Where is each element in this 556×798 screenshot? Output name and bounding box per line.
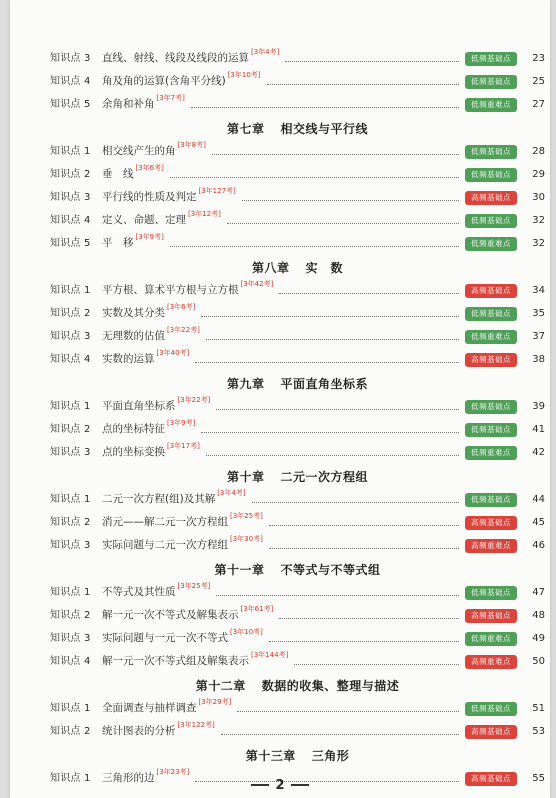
chapter-number: 第八章: [251, 260, 290, 275]
entry-page-number: 37: [532, 330, 545, 342]
toc-entry[interactable]: [50, 140, 545, 163]
frequency-badge: 低频基础点: [465, 307, 517, 321]
knowledge-point-label: 知识点 3: [50, 191, 91, 203]
frequency-badge: 低频重难点: [465, 330, 517, 344]
toc-entry[interactable]: [50, 302, 545, 325]
dot-leader: [170, 176, 459, 178]
chapter-number: 第十章: [226, 469, 265, 484]
chapter-title: 数据的收集、整理与描述: [261, 678, 400, 693]
exam-frequency-tag: [3年22考]: [177, 396, 211, 404]
knowledge-point-label: 知识点 4: [50, 214, 91, 226]
chapter-heading: [50, 743, 545, 767]
footer-dash-left: [251, 784, 269, 786]
exam-frequency-tag: [3年127考]: [198, 187, 236, 195]
entry-page-number: 38: [532, 353, 545, 365]
chapter-number: 第七章: [226, 121, 265, 136]
chapter-number: 第九章: [226, 376, 265, 391]
knowledge-point-label: 知识点 4: [50, 353, 91, 365]
chapter-heading: [50, 673, 545, 697]
topic-title: 二元一次方程(组)及其解: [102, 493, 216, 506]
exam-frequency-tag: [3年144考]: [251, 651, 289, 659]
entry-page-number: 50: [532, 655, 545, 667]
knowledge-point-label: 知识点 3: [50, 446, 91, 458]
knowledge-point-label: 知识点 1: [50, 586, 91, 598]
toc-entry[interactable]: [50, 441, 545, 464]
exam-frequency-tag: [3年6考]: [135, 164, 164, 172]
frequency-badge: 低频基础点: [465, 423, 517, 437]
exam-frequency-tag: [3年17考]: [167, 442, 200, 450]
knowledge-point-label: 知识点 1: [50, 145, 91, 157]
exam-frequency-tag: [3年30考]: [230, 535, 263, 543]
frequency-badge: 低频基础点: [465, 75, 517, 89]
entry-page-number: 30: [532, 191, 545, 203]
entry-page-number: 48: [532, 609, 545, 621]
toc-entry[interactable]: [50, 70, 545, 93]
exam-frequency-tag: [3年4考]: [217, 489, 246, 497]
entry-page-number: 25: [532, 75, 545, 87]
topic-title: 定义、命题、定理: [102, 214, 186, 227]
dot-leader: [227, 222, 459, 224]
toc-entry[interactable]: [50, 511, 545, 534]
knowledge-point-label: 知识点 1: [50, 493, 91, 505]
chapter-number: 第十三章: [245, 748, 296, 763]
dot-leader: [269, 547, 459, 549]
topic-title: 实数的运算: [102, 353, 155, 366]
footer-dash-right: [291, 784, 309, 786]
frequency-badge: 高频基础点: [465, 284, 517, 298]
topic-title: 实际问题与一元一次不等式: [102, 632, 228, 645]
topic-title: 实际问题与二元一次方程组: [102, 539, 228, 552]
exam-frequency-tag: [3年4考]: [251, 48, 280, 56]
entry-page-number: 46: [532, 539, 545, 551]
chapter-title: 二元一次方程组: [280, 469, 369, 484]
chapter-title: 实 数: [305, 260, 344, 275]
toc-entry[interactable]: [50, 47, 545, 70]
frequency-badge: 低频基础点: [465, 145, 517, 159]
entry-page-number: 29: [532, 168, 545, 180]
topic-title: 直线、射线、线段及线段的运算: [102, 52, 249, 65]
toc-entry[interactable]: [50, 395, 545, 418]
knowledge-point-label: 知识点 1: [50, 772, 91, 784]
entry-page-number: 28: [532, 145, 545, 157]
knowledge-point-label: 知识点 2: [50, 168, 91, 180]
knowledge-point-label: 知识点 4: [50, 655, 91, 667]
toc-entry[interactable]: [50, 581, 545, 604]
exam-frequency-tag: [3年40考]: [156, 349, 190, 357]
toc-entry[interactable]: [50, 650, 545, 673]
dot-leader: [252, 501, 459, 503]
topic-title: 角及角的运算(含角平分线): [102, 75, 226, 88]
frequency-badge: 高频重难点: [465, 655, 517, 669]
knowledge-point-label: 知识点 1: [50, 400, 91, 412]
toc-entry[interactable]: [50, 697, 545, 720]
exam-frequency-tag: [3年122考]: [177, 721, 215, 729]
topic-title: 点的坐标特征: [102, 423, 165, 436]
toc-entry[interactable]: [50, 348, 545, 371]
toc-entry[interactable]: [50, 488, 545, 511]
frequency-badge: 高频基础点: [465, 516, 517, 530]
exam-frequency-tag: [3年25考]: [230, 512, 263, 520]
frequency-badge: 高频基础点: [465, 353, 517, 367]
chapter-title: 三角形: [311, 748, 350, 763]
frequency-badge: 低频重难点: [465, 632, 517, 646]
knowledge-point-label: 知识点 3: [50, 632, 91, 644]
topic-title: 解一元一次不等式组及解集表示: [102, 655, 249, 668]
topic-title: 平方根、算术平方根与立方根: [102, 284, 239, 297]
entry-page-number: 39: [532, 400, 545, 412]
topic-title: 三角形的边: [102, 772, 155, 785]
chapter-heading: [50, 557, 545, 581]
dot-leader: [269, 640, 459, 642]
chapter-heading: [50, 255, 545, 279]
table-of-contents: [50, 47, 545, 790]
frequency-badge: 低频基础点: [465, 214, 517, 228]
entry-page-number: 53: [532, 725, 545, 737]
toc-entry[interactable]: [50, 232, 545, 255]
topic-title: 不等式及其性质: [102, 586, 176, 599]
entry-page-number: 27: [532, 98, 545, 110]
chapter-title: 不等式与不等式组: [280, 562, 381, 577]
entry-page-number: 51: [532, 702, 545, 714]
dot-leader: [216, 594, 459, 596]
toc-entry[interactable]: [50, 209, 545, 232]
topic-title: 平面直角坐标系: [102, 400, 176, 413]
frequency-badge: 高频基础点: [465, 772, 517, 786]
exam-frequency-tag: [3年25考]: [177, 582, 211, 590]
knowledge-point-label: 知识点 2: [50, 423, 91, 435]
chapter-number: 第十二章: [195, 678, 246, 693]
entry-page-number: 42: [532, 446, 545, 458]
dot-leader: [206, 338, 459, 340]
toc-entry[interactable]: [50, 534, 545, 557]
toc-entry[interactable]: [50, 279, 545, 302]
frequency-badge: 高频基础点: [465, 725, 517, 739]
exam-frequency-tag: [3年9考]: [135, 233, 164, 241]
dot-leader: [216, 408, 459, 410]
exam-frequency-tag: [3年42考]: [240, 280, 274, 288]
dot-leader: [195, 361, 459, 363]
exam-frequency-tag: [3年8考]: [177, 141, 206, 149]
toc-entry[interactable]: [50, 604, 545, 627]
toc-entry[interactable]: [50, 418, 545, 441]
toc-entry[interactable]: [50, 93, 545, 116]
dot-leader: [170, 245, 459, 247]
frequency-badge: 低频基础点: [465, 52, 517, 66]
exam-frequency-tag: [3年22考]: [167, 326, 200, 334]
frequency-badge: 低频重难点: [465, 98, 517, 112]
dot-leader: [201, 431, 459, 433]
toc-entry[interactable]: [50, 163, 545, 186]
dot-leader: [267, 83, 459, 85]
frequency-badge: 高频基础点: [465, 191, 517, 205]
exam-frequency-tag: [3年29考]: [198, 698, 232, 706]
knowledge-point-label: 知识点 3: [50, 330, 91, 342]
topic-title: 消元——解二元一次方程组: [102, 516, 228, 529]
frequency-badge: 低频基础点: [465, 400, 517, 414]
chapter-heading: [50, 464, 545, 488]
topic-title: 无理数的估值: [102, 330, 165, 343]
frequency-badge: 高频重难点: [465, 539, 517, 553]
topic-title: 余角和补角: [102, 98, 155, 111]
toc-entry[interactable]: [50, 627, 545, 650]
chapter-heading: [50, 116, 545, 140]
entry-page-number: 45: [532, 516, 545, 528]
topic-title: 相交线产生的角: [102, 145, 176, 158]
exam-frequency-tag: [3年7考]: [156, 94, 185, 102]
topic-title: 垂 线: [102, 168, 134, 181]
toc-entry[interactable]: [50, 720, 545, 743]
toc-page: [10, 0, 550, 798]
entry-page-number: 35: [532, 307, 545, 319]
toc-entry[interactable]: [50, 186, 545, 209]
knowledge-point-label: 知识点 3: [50, 52, 91, 64]
frequency-badge: 低频基础点: [465, 586, 517, 600]
entry-page-number: 49: [532, 632, 545, 644]
dot-leader: [212, 153, 459, 155]
dot-leader: [201, 315, 459, 317]
knowledge-point-label: 知识点 1: [50, 284, 91, 296]
exam-frequency-tag: [3年6考]: [167, 303, 196, 311]
knowledge-point-label: 知识点 2: [50, 516, 91, 528]
page-number: 2: [275, 777, 285, 793]
dot-leader: [206, 454, 459, 456]
entry-page-number: 32: [532, 214, 545, 226]
topic-title: 实数及其分类: [102, 307, 165, 320]
knowledge-point-label: 知识点 4: [50, 75, 91, 87]
dot-leader: [242, 199, 459, 201]
entry-page-number: 34: [532, 284, 545, 296]
knowledge-point-label: 知识点 3: [50, 539, 91, 551]
entry-page-number: 44: [532, 493, 545, 505]
exam-frequency-tag: [3年10考]: [227, 71, 261, 79]
dot-leader: [279, 617, 459, 619]
dot-leader: [285, 60, 459, 62]
chapter-number: 第十一章: [214, 562, 265, 577]
topic-title: 平行线的性质及判定: [102, 191, 197, 204]
entry-page-number: 47: [532, 586, 545, 598]
chapter-title: 相交线与平行线: [280, 121, 369, 136]
exam-frequency-tag: [3年23考]: [156, 768, 190, 776]
knowledge-point-label: 知识点 2: [50, 725, 91, 737]
exam-frequency-tag: [3年61考]: [240, 605, 274, 613]
entry-page-number: 32: [532, 237, 545, 249]
frequency-badge: 低频基础点: [465, 168, 517, 182]
frequency-badge: 低频重难点: [465, 446, 517, 460]
topic-title: 解一元一次不等式及解集表示: [102, 609, 239, 622]
chapter-title: 平面直角坐标系: [280, 376, 369, 391]
entry-page-number: 23: [532, 52, 545, 64]
dot-leader: [237, 710, 459, 712]
topic-title: 全面调查与抽样调查: [102, 702, 197, 715]
knowledge-point-label: 知识点 5: [50, 237, 91, 249]
entry-page-number: 55: [532, 772, 545, 784]
chapter-heading: [50, 371, 545, 395]
knowledge-point-label: 知识点 2: [50, 609, 91, 621]
frequency-badge: 低频基础点: [465, 702, 517, 716]
exam-frequency-tag: [3年10考]: [230, 628, 263, 636]
frequency-badge: 低频基础点: [465, 493, 517, 507]
knowledge-point-label: 知识点 1: [50, 702, 91, 714]
exam-frequency-tag: [3年12考]: [188, 210, 221, 218]
dot-leader: [269, 524, 459, 526]
dot-leader: [294, 663, 459, 665]
dot-leader: [191, 106, 459, 108]
topic-title: 统计图表的分析: [102, 725, 176, 738]
frequency-badge: 高频基础点: [465, 609, 517, 623]
topic-title: 点的坐标变换: [102, 446, 165, 459]
exam-frequency-tag: [3年9考]: [167, 419, 196, 427]
frequency-badge: 低频重难点: [465, 237, 517, 251]
topic-title: 平 移: [102, 237, 134, 250]
dot-leader: [221, 733, 459, 735]
entry-page-number: 41: [532, 423, 545, 435]
dot-leader: [279, 292, 459, 294]
knowledge-point-label: 知识点 2: [50, 307, 91, 319]
knowledge-point-label: 知识点 5: [50, 98, 91, 110]
toc-entry[interactable]: [50, 325, 545, 348]
